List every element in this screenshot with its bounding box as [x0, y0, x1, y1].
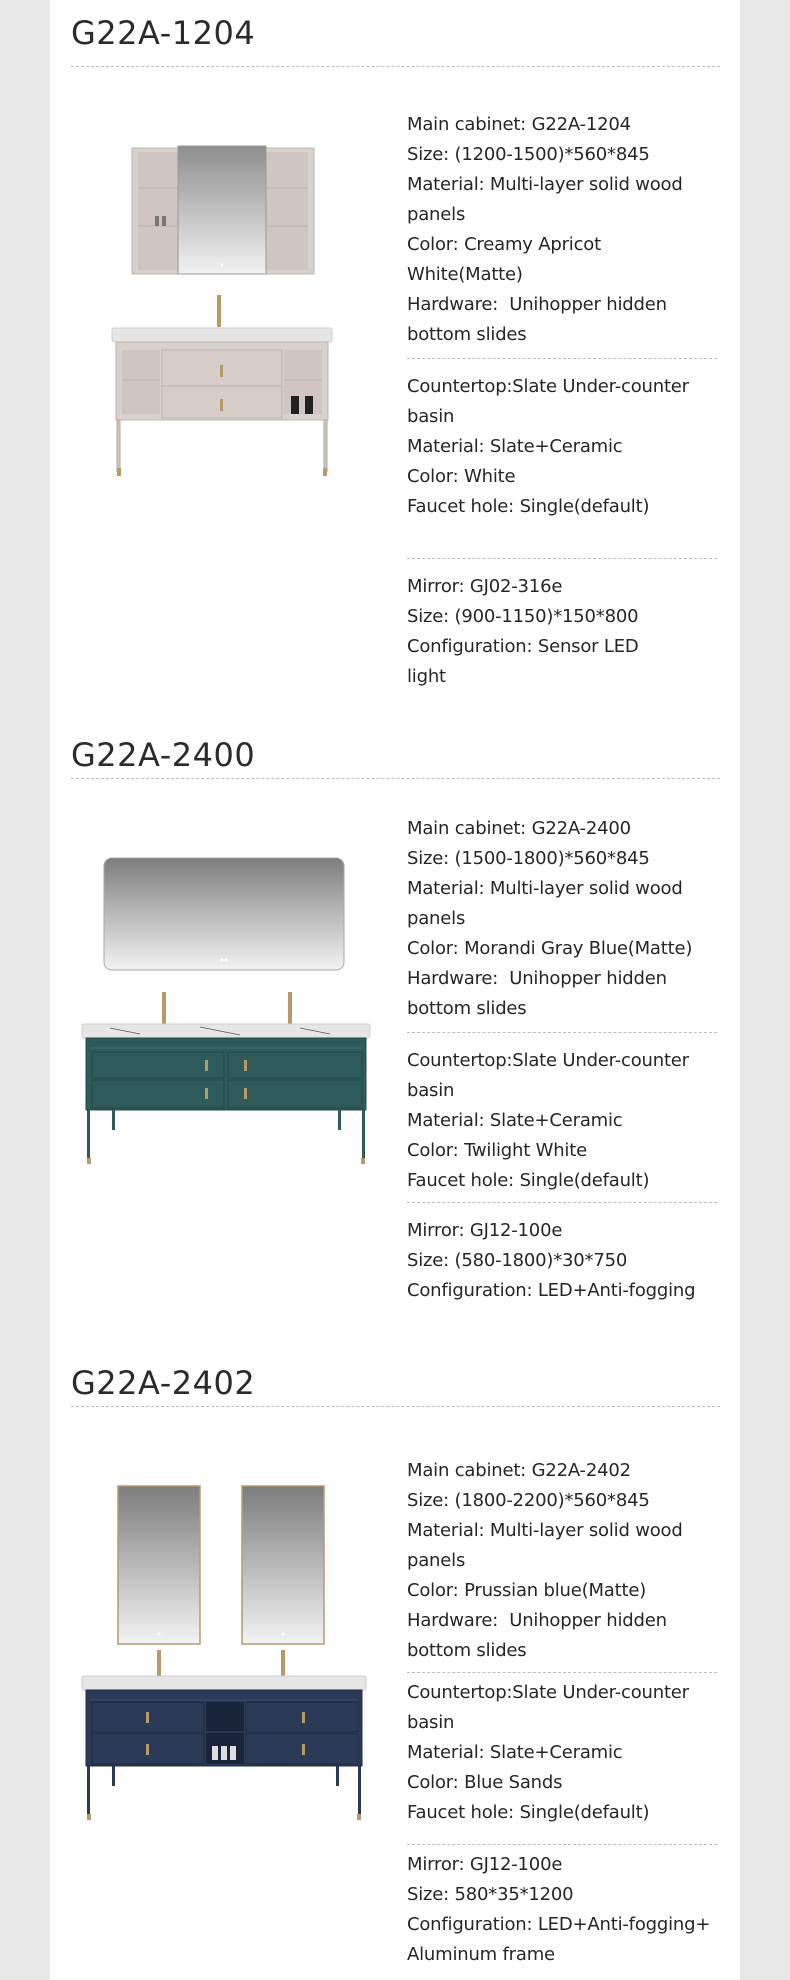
spec-line: Color: Creamy Apricot	[407, 234, 601, 255]
spec-line: bottom slides	[407, 1640, 527, 1661]
spec-group-mirror	[407, 1216, 717, 1306]
spec-line: Faucet hole: Single(default)	[407, 496, 650, 517]
spec-line: Hardware: Unihopper hidden	[407, 1610, 667, 1631]
spec-line: Material: Slate+Ceramic	[407, 1110, 623, 1131]
spec-line: Size: 580*35*1200	[407, 1884, 574, 1905]
product-g22a-2400	[50, 722, 740, 1352]
spec-group-main-cabinet	[407, 110, 717, 350]
spec-line: panels	[407, 204, 466, 225]
spec-group-countertop	[407, 372, 717, 522]
spec-line: Material: Slate+Ceramic	[407, 436, 623, 457]
spec-divider	[407, 358, 717, 359]
spec-line: Color: White	[407, 466, 516, 487]
spec-line: Material: Multi-layer solid wood	[407, 1520, 683, 1541]
spec-line: basin	[407, 406, 455, 427]
spec-line: Color: Blue Sands	[407, 1772, 563, 1793]
spec-line: Color: Morandi Gray Blue(Matte)	[407, 938, 693, 959]
spec-line: panels	[407, 908, 466, 929]
spec-line: Main cabinet: G22A-1204	[407, 114, 631, 135]
spec-line: White(Matte)	[407, 264, 523, 285]
title-divider	[71, 1406, 720, 1407]
spec-line: Mirror: GJ12-100e	[407, 1854, 563, 1875]
spec-line: Main cabinet: G22A-2402	[407, 1460, 631, 1481]
spec-line: Aluminum frame	[407, 1944, 555, 1965]
spec-line: Material: Multi-layer solid wood	[407, 174, 683, 195]
spec-line: Material: Slate+Ceramic	[407, 1742, 623, 1763]
product-image-g22a-1204	[110, 140, 350, 490]
product-image-g22a-2402	[80, 1480, 380, 1830]
spec-line: Main cabinet: G22A-2400	[407, 818, 631, 839]
spec-line: Faucet hole: Single(default)	[407, 1802, 650, 1823]
product-g22a-2402	[50, 1352, 740, 1980]
spec-line: Size: (900-1150)*150*800	[407, 606, 639, 627]
spec-line: Faucet hole: Single(default)	[407, 1170, 650, 1191]
spec-line: Size: (580-1800)*30*750	[407, 1250, 628, 1271]
title-divider	[71, 778, 720, 779]
spec-line: basin	[407, 1712, 455, 1733]
spec-divider	[407, 558, 717, 559]
spec-group-mirror	[407, 1850, 717, 1970]
spec-line: Size: (1800-2200)*560*845	[407, 1490, 650, 1511]
spec-line: Mirror: GJ02-316e	[407, 576, 563, 597]
spec-divider	[407, 1672, 717, 1673]
product-g22a-1204	[50, 0, 740, 700]
spec-group-main-cabinet	[407, 814, 717, 1024]
product-title: G22A-2400	[71, 736, 256, 774]
spec-line: Configuration: LED+Anti-fogging	[407, 1280, 696, 1301]
spec-group-countertop	[407, 1046, 717, 1196]
spec-line: bottom slides	[407, 324, 527, 345]
product-title: G22A-2402	[71, 1364, 256, 1402]
spec-line: Countertop:Slate Under-counter	[407, 1050, 689, 1071]
spec-line: basin	[407, 1080, 455, 1101]
page	[50, 0, 740, 1980]
spec-divider	[407, 1844, 717, 1845]
spec-line: Color: Twilight White	[407, 1140, 587, 1161]
spec-line: light	[407, 666, 446, 687]
spec-group-countertop	[407, 1678, 717, 1828]
spec-group-mirror	[407, 572, 717, 692]
title-divider	[71, 66, 720, 67]
spec-line: Hardware: Unihopper hidden	[407, 294, 667, 315]
spec-line: Material: Multi-layer solid wood	[407, 878, 683, 899]
spec-line: Configuration: LED+Anti-fogging+	[407, 1914, 711, 1935]
product-title: G22A-1204	[71, 14, 256, 52]
spec-line: bottom slides	[407, 998, 527, 1019]
spec-divider	[407, 1202, 717, 1203]
spec-line: Hardware: Unihopper hidden	[407, 968, 667, 989]
spec-line: panels	[407, 1550, 466, 1571]
spec-divider	[407, 1032, 717, 1033]
spec-line: Configuration: Sensor LED	[407, 636, 639, 657]
spec-line: Countertop:Slate Under-counter	[407, 376, 689, 397]
product-image-g22a-2400	[80, 852, 380, 1182]
spec-group-main-cabinet	[407, 1456, 717, 1666]
spec-line: Countertop:Slate Under-counter	[407, 1682, 689, 1703]
spec-line: Size: (1500-1800)*560*845	[407, 848, 650, 869]
spec-line: Color: Prussian blue(Matte)	[407, 1580, 647, 1601]
spec-line: Size: (1200-1500)*560*845	[407, 144, 650, 165]
spec-line: Mirror: GJ12-100e	[407, 1220, 563, 1241]
